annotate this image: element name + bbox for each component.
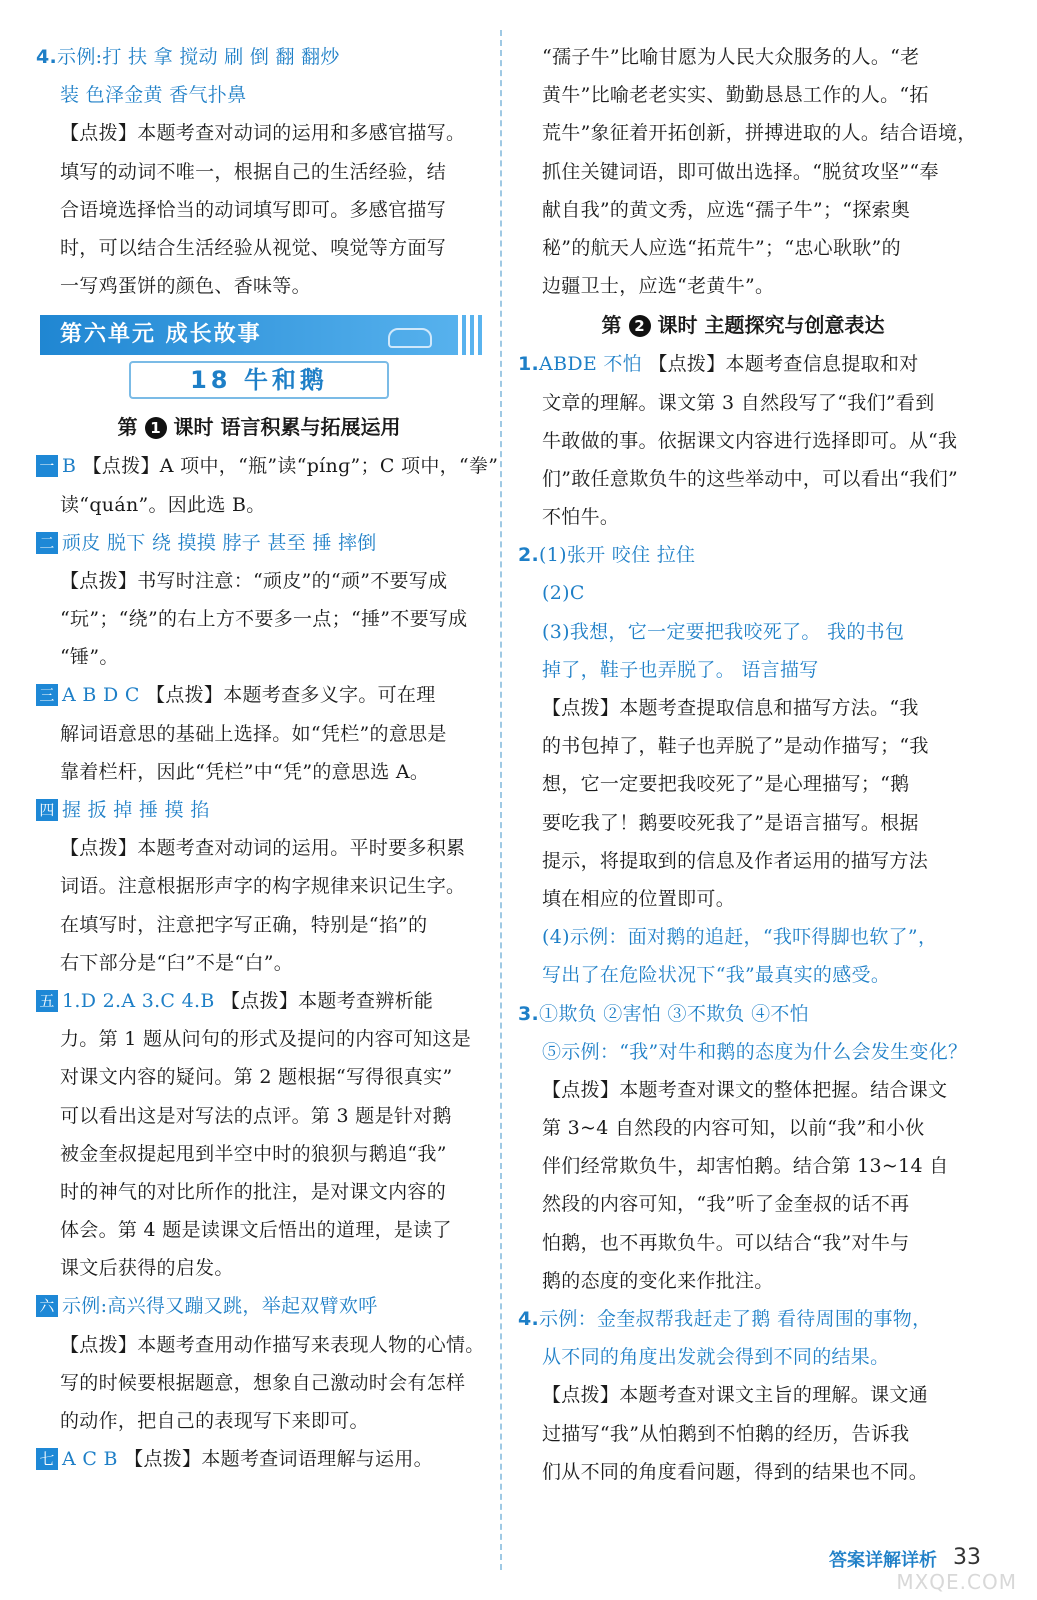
text-line [36, 676, 482, 714]
explanation-text: 可以看出这是对写法的点评。第 3 题是针对鹅 [60, 1104, 452, 1127]
text-line [36, 1173, 482, 1211]
text-line [518, 422, 968, 460]
text-line [36, 562, 482, 600]
answer-text: 顽皮 脱下 绕 摸摸 脖子 甚至 捶 摔倒 [62, 531, 377, 554]
period-2-heading [518, 305, 968, 345]
explanation-text: 词语。注意根据形声字的构字规律来识记生字。 [60, 875, 466, 898]
text-line [36, 1287, 482, 1325]
section-number-badge: 六 [36, 1295, 58, 1317]
explanation-text: “锤”。 [60, 646, 119, 669]
explanation-text: 秘”的航天人应选“拓荒牛”；“忠心耿耿”的 [542, 236, 901, 259]
text-line [518, 651, 968, 689]
text-line [518, 956, 968, 994]
explanation-text: 【点拨】A 项中，“瓶”读“pínɡ”；C 项中，“拳” [76, 455, 499, 478]
section-number-badge: 三 [36, 684, 58, 706]
answer-text: A B D C [62, 684, 140, 707]
unit-title: 第六单元 成长故事 [60, 322, 262, 348]
text-line [518, 229, 968, 267]
explanation-text: 课文后获得的启发。 [60, 1257, 234, 1280]
period-prefix: 第 [117, 415, 138, 440]
car-icon [388, 328, 432, 348]
text-line [518, 498, 968, 536]
explanation-text: 填写的动词不唯一，根据自己的生活经验，结 [60, 160, 447, 183]
explanation-text: 怕鹅，也不再欺负牛。可以结合“我”对牛与 [542, 1231, 910, 1254]
right-column [518, 38, 977, 1491]
text-line [518, 880, 968, 918]
explanation-text: “孺子牛”比喻甘愿为人民大众服务的人。“老 [542, 46, 920, 68]
text-line [36, 638, 482, 676]
explanation-text: 文章的理解。课文第 3 自然段写了“我们”看到 [542, 391, 935, 414]
answer-text: 从不同的角度出发就会得到不同的结果。 [542, 1346, 890, 1369]
explanation-text: 抓住关键词语，即可做出选择。“脱贫攻坚”“奉 [542, 160, 939, 183]
explanation-text: 第 3~4 自然段的内容可知，以前“我”和小伙 [542, 1117, 925, 1140]
question-number: 2. [518, 544, 540, 567]
text-line [36, 1402, 482, 1440]
text-line [36, 486, 482, 524]
text-line [518, 38, 968, 76]
explanation-text: 提示，将提取到的信息及作者运用的描写方法 [542, 849, 929, 872]
text-line [36, 1097, 482, 1135]
text-line [36, 906, 482, 944]
explanation-text: 填在相应的位置即可。 [542, 887, 736, 910]
text-line [518, 1415, 968, 1453]
text-line [518, 1071, 968, 1109]
right-answer-block-2 [518, 345, 968, 1491]
answer-text: 写出了在危险状况下“我”最真实的感受。 [542, 964, 891, 987]
text-line [518, 1033, 968, 1071]
explanation-text: 在填写时，注意把字写正确，特别是“掐”的 [60, 913, 428, 936]
text-line [518, 191, 968, 229]
period-title: 课时 主题探究与创意表达 [657, 313, 885, 338]
text-line [36, 753, 482, 791]
answer-text: (2)C [542, 582, 585, 605]
explanation-text: 对课文内容的疑问。第 2 题根据“写得很真实” [60, 1066, 453, 1089]
question-number: 4. [36, 46, 58, 68]
text-line [36, 982, 482, 1020]
text-line [36, 1020, 482, 1058]
answer-text: B [62, 455, 77, 478]
explanation-text: 【点拨】本题考查词语理解与运用。 [117, 1448, 433, 1471]
answer-text: ①欺负 ②害怕 ③不欺负 ④不怕 [539, 1002, 809, 1025]
explanation-text: 然段的内容可知，“我”听了金奎叔的话不再 [542, 1193, 910, 1216]
text-line [36, 944, 482, 982]
section-number-badge: 四 [36, 799, 58, 821]
explanation-text: 不怕牛。 [542, 506, 620, 529]
text-line [518, 1338, 968, 1376]
text-line [518, 1109, 968, 1147]
text-line [36, 1326, 485, 1364]
period-number: 2 [629, 315, 651, 337]
watermark: MXQE.COM [896, 1570, 1017, 1594]
text-line [518, 153, 968, 191]
answer-text: (3)我想，它一定要把我咬死了。 我的书包 [542, 620, 905, 643]
text-line [518, 384, 968, 422]
answer-text: 1.D 2.A 3.C 4.B [62, 989, 215, 1012]
banner-bar-right [458, 315, 482, 355]
answer-text: 示例：金奎叔帮我赶走了鹅 看待周围的事物， [539, 1308, 932, 1330]
explanation-text: 体会。第 4 题是读课文后悟出的道理，是读了 [60, 1219, 452, 1242]
explanation-text: 【点拨】本题考查对课文主旨的理解。课文通 [542, 1384, 929, 1407]
explanation-text: 读“quán”。因此选 B。 [60, 493, 266, 516]
section-number-badge: 五 [36, 990, 58, 1012]
explanation-text: 【点拨】本题考查多义字。可在理 [139, 684, 436, 707]
text-line [36, 114, 482, 152]
text-line [518, 460, 968, 498]
text-line [36, 1211, 482, 1249]
explanation-text: 时的神气的对比所作的批注，是对课文内容的 [60, 1180, 447, 1203]
text-line [518, 689, 968, 727]
explanation-text: 【点拨】书写时注意：“顽皮”的“顽”不要写成 [60, 569, 448, 592]
period-title: 课时 语言积累与拓展运用 [173, 415, 401, 440]
explanation-text: 被金奎叔提起甩到半空中时的狼狈与鹅追“我” [60, 1142, 447, 1165]
explanation-text: 过描写“我”从怕鹅到不怕鹅的经历，告诉我 [542, 1422, 910, 1445]
explanation-text: 一写鸡蛋饼的颜色、香味等。 [60, 275, 311, 298]
period-number: 1 [145, 417, 167, 439]
text-line [518, 1262, 968, 1300]
explanation-text: 伴们经常欺负牛，却害怕鹅。结合第 13~14 自 [542, 1155, 949, 1178]
answer-text: (4)示例：面对鹅的追赶，“我吓得脚也软了”， [542, 926, 938, 949]
answer-text: 示例:高兴得又蹦又跳，举起双臂欢呼 [62, 1295, 378, 1318]
text-line [36, 1249, 482, 1287]
column-divider [500, 30, 502, 1570]
text-line [518, 574, 968, 612]
text-line [518, 1376, 968, 1414]
text-line [36, 1364, 482, 1402]
explanation-text: “玩”；“绕”的右上方不要多一点；“捶”不要写成 [60, 608, 468, 631]
explanation-text: 荒牛”象征着开拓创新，拼搏进取的人。结合语境， [542, 122, 977, 145]
text-line [518, 995, 968, 1033]
text-line [518, 76, 968, 114]
answer-text: 握 扳 掉 捶 摸 掐 [62, 799, 210, 821]
text-line [518, 842, 968, 880]
section-number-badge: 二 [36, 532, 58, 554]
text-line [36, 600, 482, 638]
answer-text: 示例:打 扶 拿 搅动 刷 倒 翻 翻炒 [57, 46, 340, 68]
answer-text: (1)张开 咬住 拉住 [539, 544, 696, 567]
explanation-text: 写的时候要根据题意，想象自己激动时会有怎样 [60, 1371, 466, 1394]
text-line [518, 114, 977, 152]
answer-text: 掉了，鞋子也弄脱了。 语言描写 [542, 658, 819, 681]
explanation-text: 献自我”的黄文秀，应选“孺子牛”；“探索奥 [542, 198, 911, 221]
page-number: 33 [953, 1545, 981, 1570]
right-answer-block-1 [518, 38, 977, 305]
explanation-text: 【点拨】本题考查对课文的整体把握。结合课文 [542, 1078, 948, 1101]
period-1-heading [36, 407, 482, 447]
banner-bar-left [36, 315, 46, 355]
explanation-text: 右下部分是“臼”不是“白”。 [60, 951, 294, 974]
answer-text: 装 色泽金黄 香气扑鼻 [60, 84, 247, 107]
explanation-text: 牛敢做的事。依据课文内容进行选择即可。从“我 [542, 429, 958, 452]
explanation-text: 的书包掉了，鞋子也弄脱了”是动作描写；“我 [542, 735, 929, 758]
text-line [518, 1224, 968, 1262]
text-line [36, 229, 482, 267]
text-line [36, 715, 482, 753]
text-line [518, 1147, 968, 1185]
explanation-text: 们”敢任意欺负牛的这些举动中，可以看出“我们” [542, 467, 959, 490]
text-line [36, 38, 482, 76]
text-line [518, 536, 968, 574]
explanation-text: 【点拨】本题考查信息提取和对 [641, 353, 919, 376]
text-line [36, 153, 482, 191]
text-line [36, 447, 499, 485]
text-line [518, 1453, 968, 1491]
text-line [518, 613, 968, 651]
explanation-text: 们从不同的角度看问题，得到的结果也不同。 [542, 1460, 929, 1483]
text-line [518, 1185, 968, 1223]
question-number: 3. [518, 1002, 540, 1025]
explanation-text: 【点拨】本题考查提取信息和描写方法。“我 [542, 697, 919, 719]
answer-text: ABDE 不怕 [539, 353, 642, 376]
left-answer-block-2 [36, 447, 499, 1478]
text-line [36, 791, 482, 829]
text-line [518, 727, 968, 765]
answer-text: ⑤示例：“我”对牛和鹅的态度为什么会发生变化？ [542, 1040, 968, 1063]
text-line [36, 829, 482, 867]
text-line [518, 765, 968, 803]
text-line [36, 867, 482, 905]
text-line [36, 524, 482, 562]
section-number-badge: 七 [36, 1448, 58, 1470]
explanation-text: 【点拨】本题考查对动词的运用。平时要多积累 [60, 837, 466, 860]
left-column [36, 38, 499, 1478]
text-line [36, 1135, 482, 1173]
text-line [518, 918, 968, 956]
answer-text: A C B [62, 1448, 118, 1471]
text-line [36, 1058, 482, 1096]
section-number-badge: 一 [36, 455, 58, 477]
explanation-text: 【点拨】本题考查用动作描写来表现人物的心情。 [60, 1333, 485, 1356]
explanation-text: 力。第 1 题从问句的形式及提问的内容可知这是 [60, 1028, 472, 1051]
unit-banner [36, 315, 482, 355]
text-line [518, 1300, 968, 1338]
text-line [36, 267, 482, 305]
text-line [518, 804, 968, 842]
explanation-text: 合语境选择恰当的动词填写即可。多感官描写 [60, 198, 447, 221]
footer-label: 答案详解详析 [829, 1550, 937, 1571]
explanation-text: 解词语意思的基础上选择。如“凭栏”的意思是 [60, 722, 447, 745]
explanation-text: 【点拨】本题考查辨析能 [214, 989, 434, 1012]
question-number: 1. [518, 353, 540, 376]
explanation-text: 要吃我了！鹅要咬死我了”是语言描写。根据 [542, 811, 919, 834]
text-line [36, 76, 482, 114]
explanation-text: 边疆卫士，应选“老黄牛”。 [542, 275, 775, 298]
explanation-text: 时，可以结合生活经验从视觉、嗅觉等方面写 [60, 236, 447, 259]
explanation-text: 【点拨】本题考查对动词的运用和多感官描写。 [60, 122, 466, 145]
text-line [36, 1440, 482, 1478]
question-number: 4. [518, 1308, 540, 1330]
period-prefix: 第 [601, 313, 622, 338]
explanation-text: 黄牛”比喻老老实实、勤勤恳恳工作的人。“拓 [542, 84, 929, 107]
explanation-text: 的动作，把自己的表现写下来即可。 [60, 1410, 369, 1432]
explanation-text: 鹅的态度的变化来作批注。 [542, 1269, 774, 1292]
explanation-text: 想，它一定要把我咬死了”是心理描写；“鹅 [542, 773, 910, 796]
lesson-title: 18 牛和鹅 [129, 361, 389, 399]
text-line [36, 191, 482, 229]
left-answer-block-1 [36, 38, 482, 305]
text-line [518, 345, 968, 383]
explanation-text: 靠着栏杆，因此“凭栏”中“凭”的意思选 A。 [60, 760, 430, 783]
text-line [518, 267, 968, 305]
